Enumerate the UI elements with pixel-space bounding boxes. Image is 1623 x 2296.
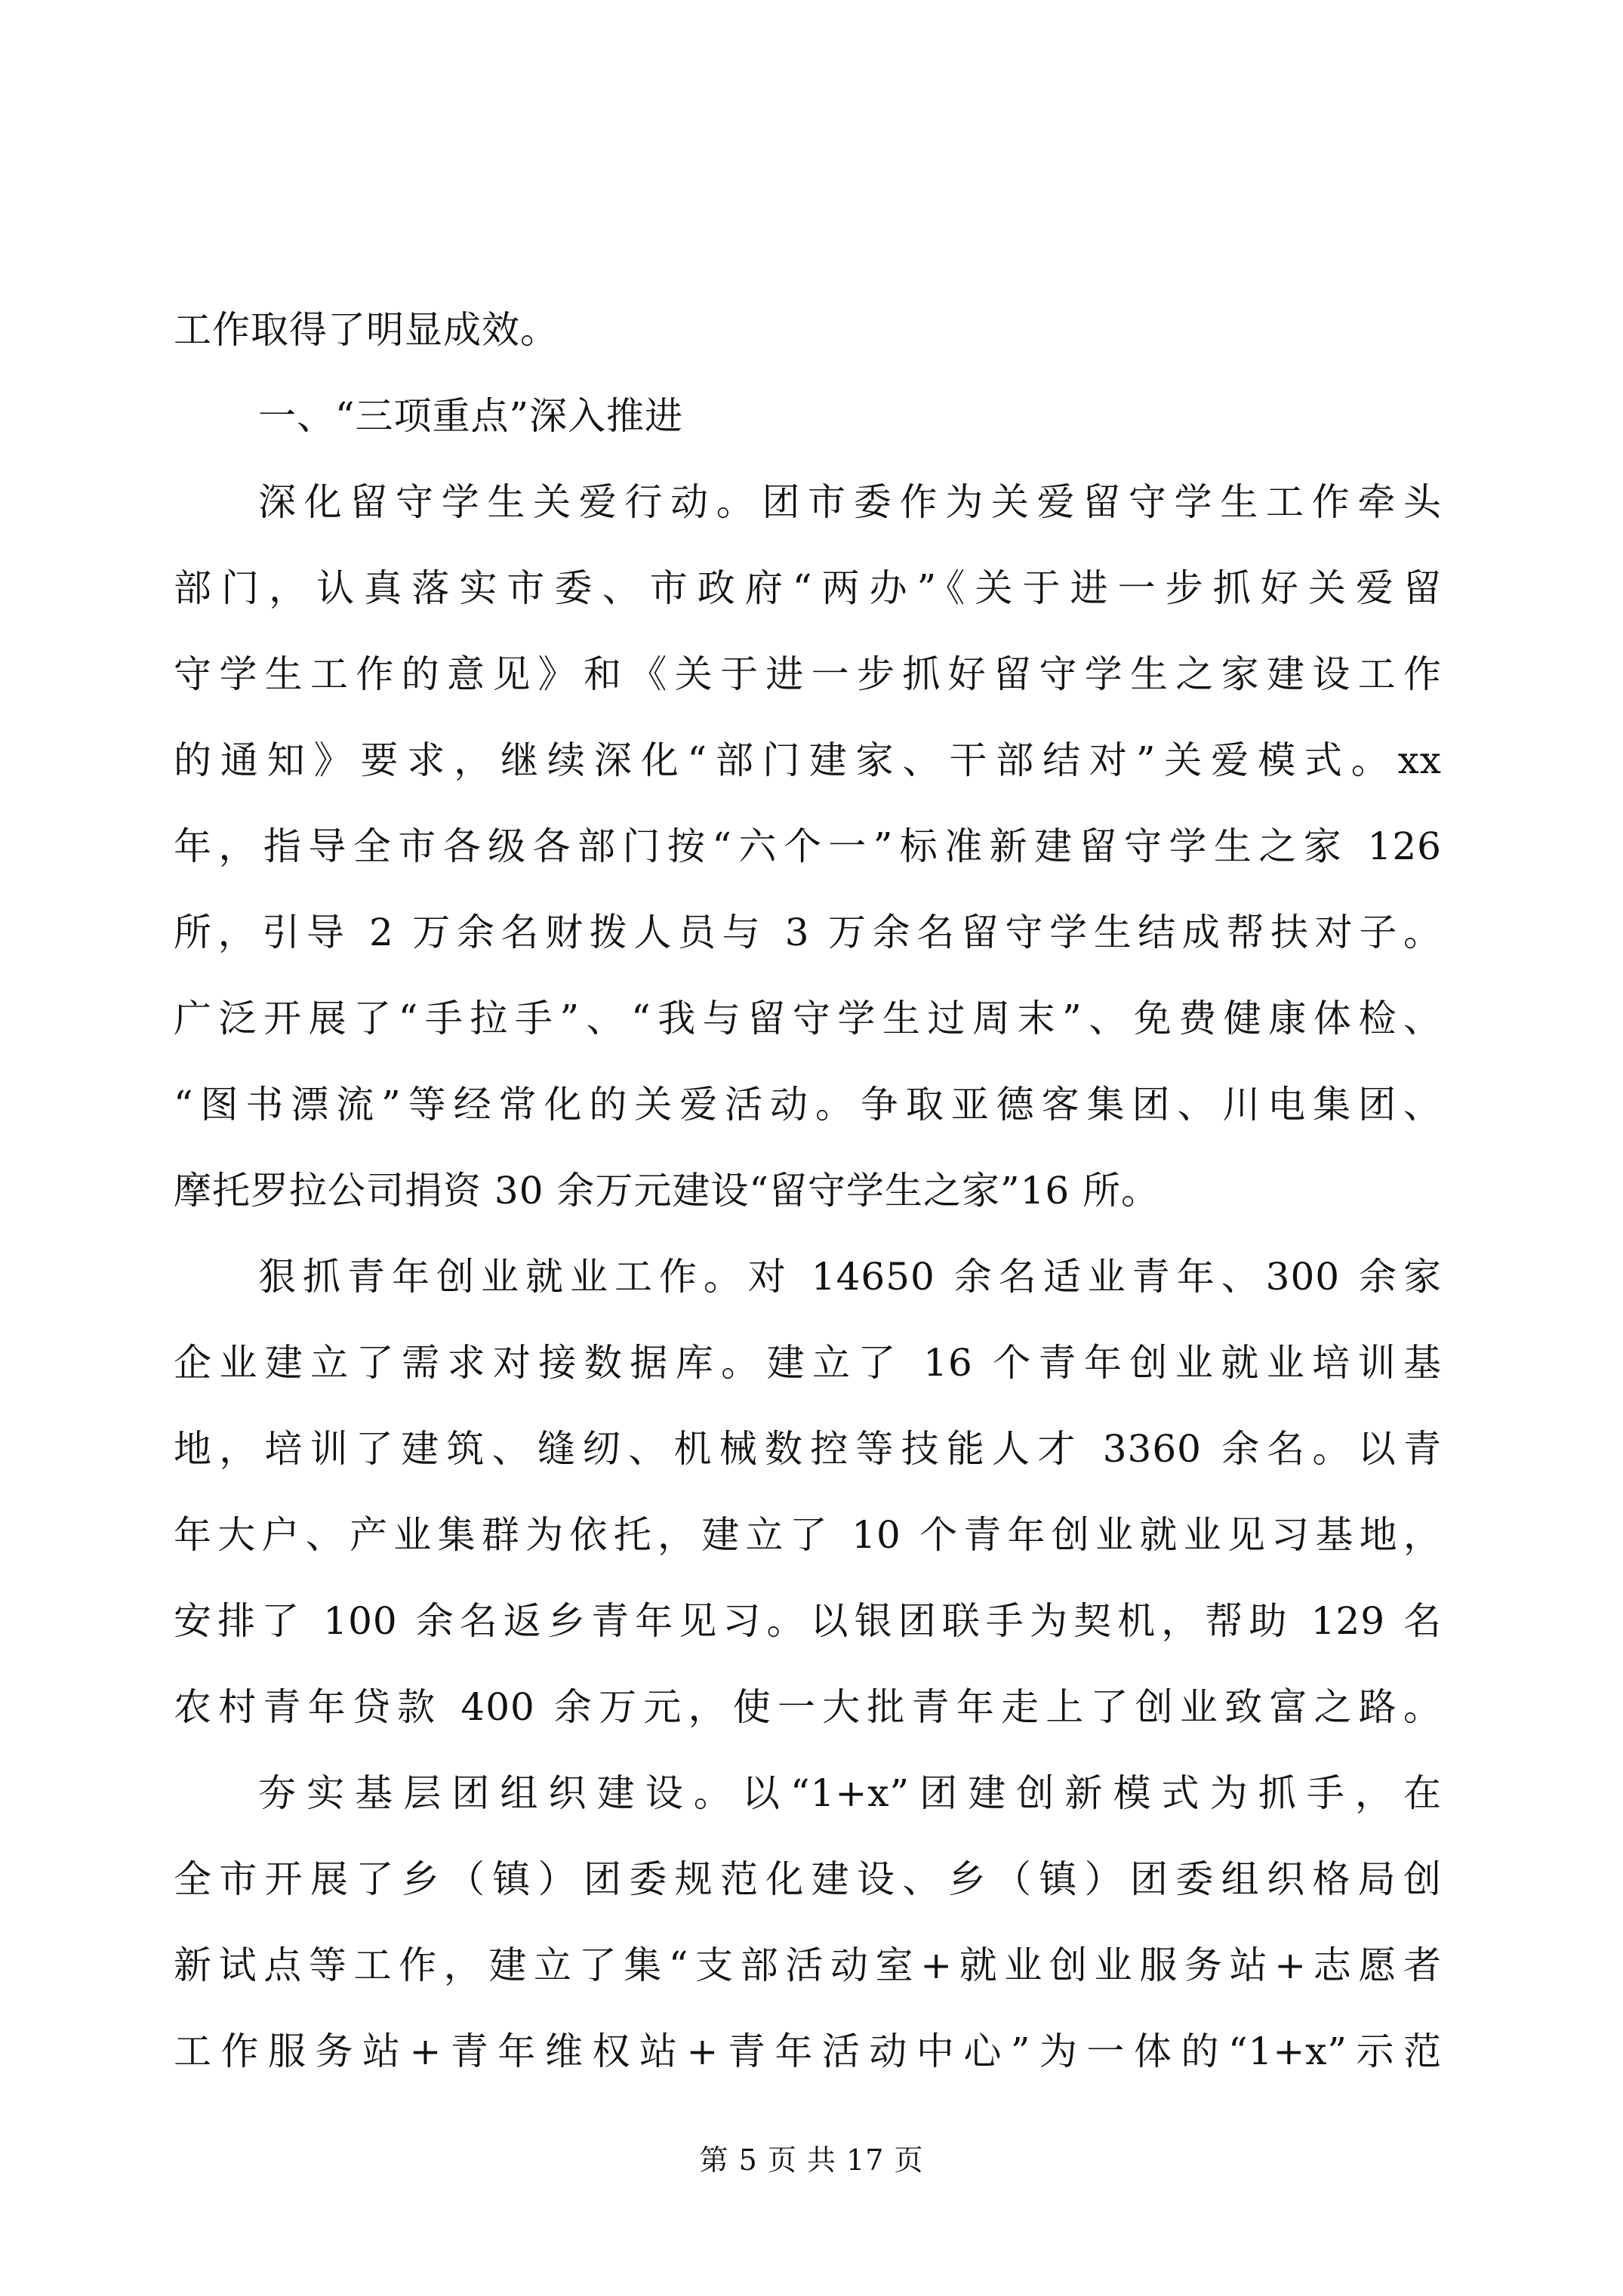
section-heading: 一、“三项重点”深入推进 [258, 394, 684, 438]
paragraph-line: 全市开展了乡（镇）团委规范化建设、乡（镇）团委组织格局创 [174, 1857, 1442, 1901]
paragraph-line: 夯实基层团组织建设。以“1+x”团建创新模式为抓手，在 [258, 1771, 1442, 1815]
page-footer: 第 5 页 共 17 页 [699, 2143, 924, 2177]
paragraph-line: 企业建立了需求对接数据库。建立了 16 个青年创业就业培训基 [174, 1341, 1442, 1385]
paragraph-line: 年，指导全市各级各部门按“六个一”标准新建留守学生之家 126 [174, 824, 1442, 868]
paragraph-line: 广泛开展了“手拉手”、“我与留守学生过周末”、免费健康体检、 [174, 997, 1442, 1040]
paragraph-line: 的通知》要求，继续深化“部门建家、干部结对”关爱模式。xx [174, 738, 1442, 782]
paragraph-line: 深化留守学生关爱行动。团市委作为关爱留守学生工作牵头 [258, 480, 1442, 524]
paragraph-line: 年大户、产业集群为依托，建立了 10 个青年创业就业见习基地， [174, 1513, 1442, 1557]
paragraph-line: “图书漂流”等经常化的关爱活动。争取亚德客集团、川电集团、 [174, 1083, 1442, 1126]
paragraph-line: 部门，认真落实市委、市政府“两办”《关于进一步抓好关爱留 [174, 566, 1442, 610]
paragraph-line: 狠抓青年创业就业工作。对 14650 余名适业青年、300 余家 [258, 1255, 1442, 1299]
paragraph-line: 摩托罗拉公司捐资 30 余万元建设“留守学生之家”16 所。 [174, 1169, 1160, 1213]
paragraph-line: 安排了 100 余名返乡青年见习。以银团联手为契机，帮助 129 名 [174, 1599, 1442, 1643]
paragraph-line: 农村青年贷款 400 余万元，使一大批青年走上了创业致富之路。 [174, 1685, 1442, 1729]
text-line: 工作取得了明显成效。 [174, 308, 559, 352]
paragraph-line: 工作服务站+青年维权站+青年活动中心”为一体的“1+x”示范 [174, 2029, 1442, 2073]
paragraph-line: 所，引导 2 万余名财拨人员与 3 万余名留守学生结成帮扶对子。 [174, 911, 1442, 954]
paragraph-line: 守学生工作的意见》和《关于进一步抓好留守学生之家建设工作 [174, 652, 1442, 696]
paragraph-line: 新试点等工作，建立了集“支部活动室+就业创业服务站+志愿者 [174, 1943, 1442, 1987]
paragraph-line: 地，培训了建筑、缝纫、机械数控等技能人才 3360 余名。以青 [174, 1427, 1442, 1471]
document-body [174, 287, 1442, 2094]
